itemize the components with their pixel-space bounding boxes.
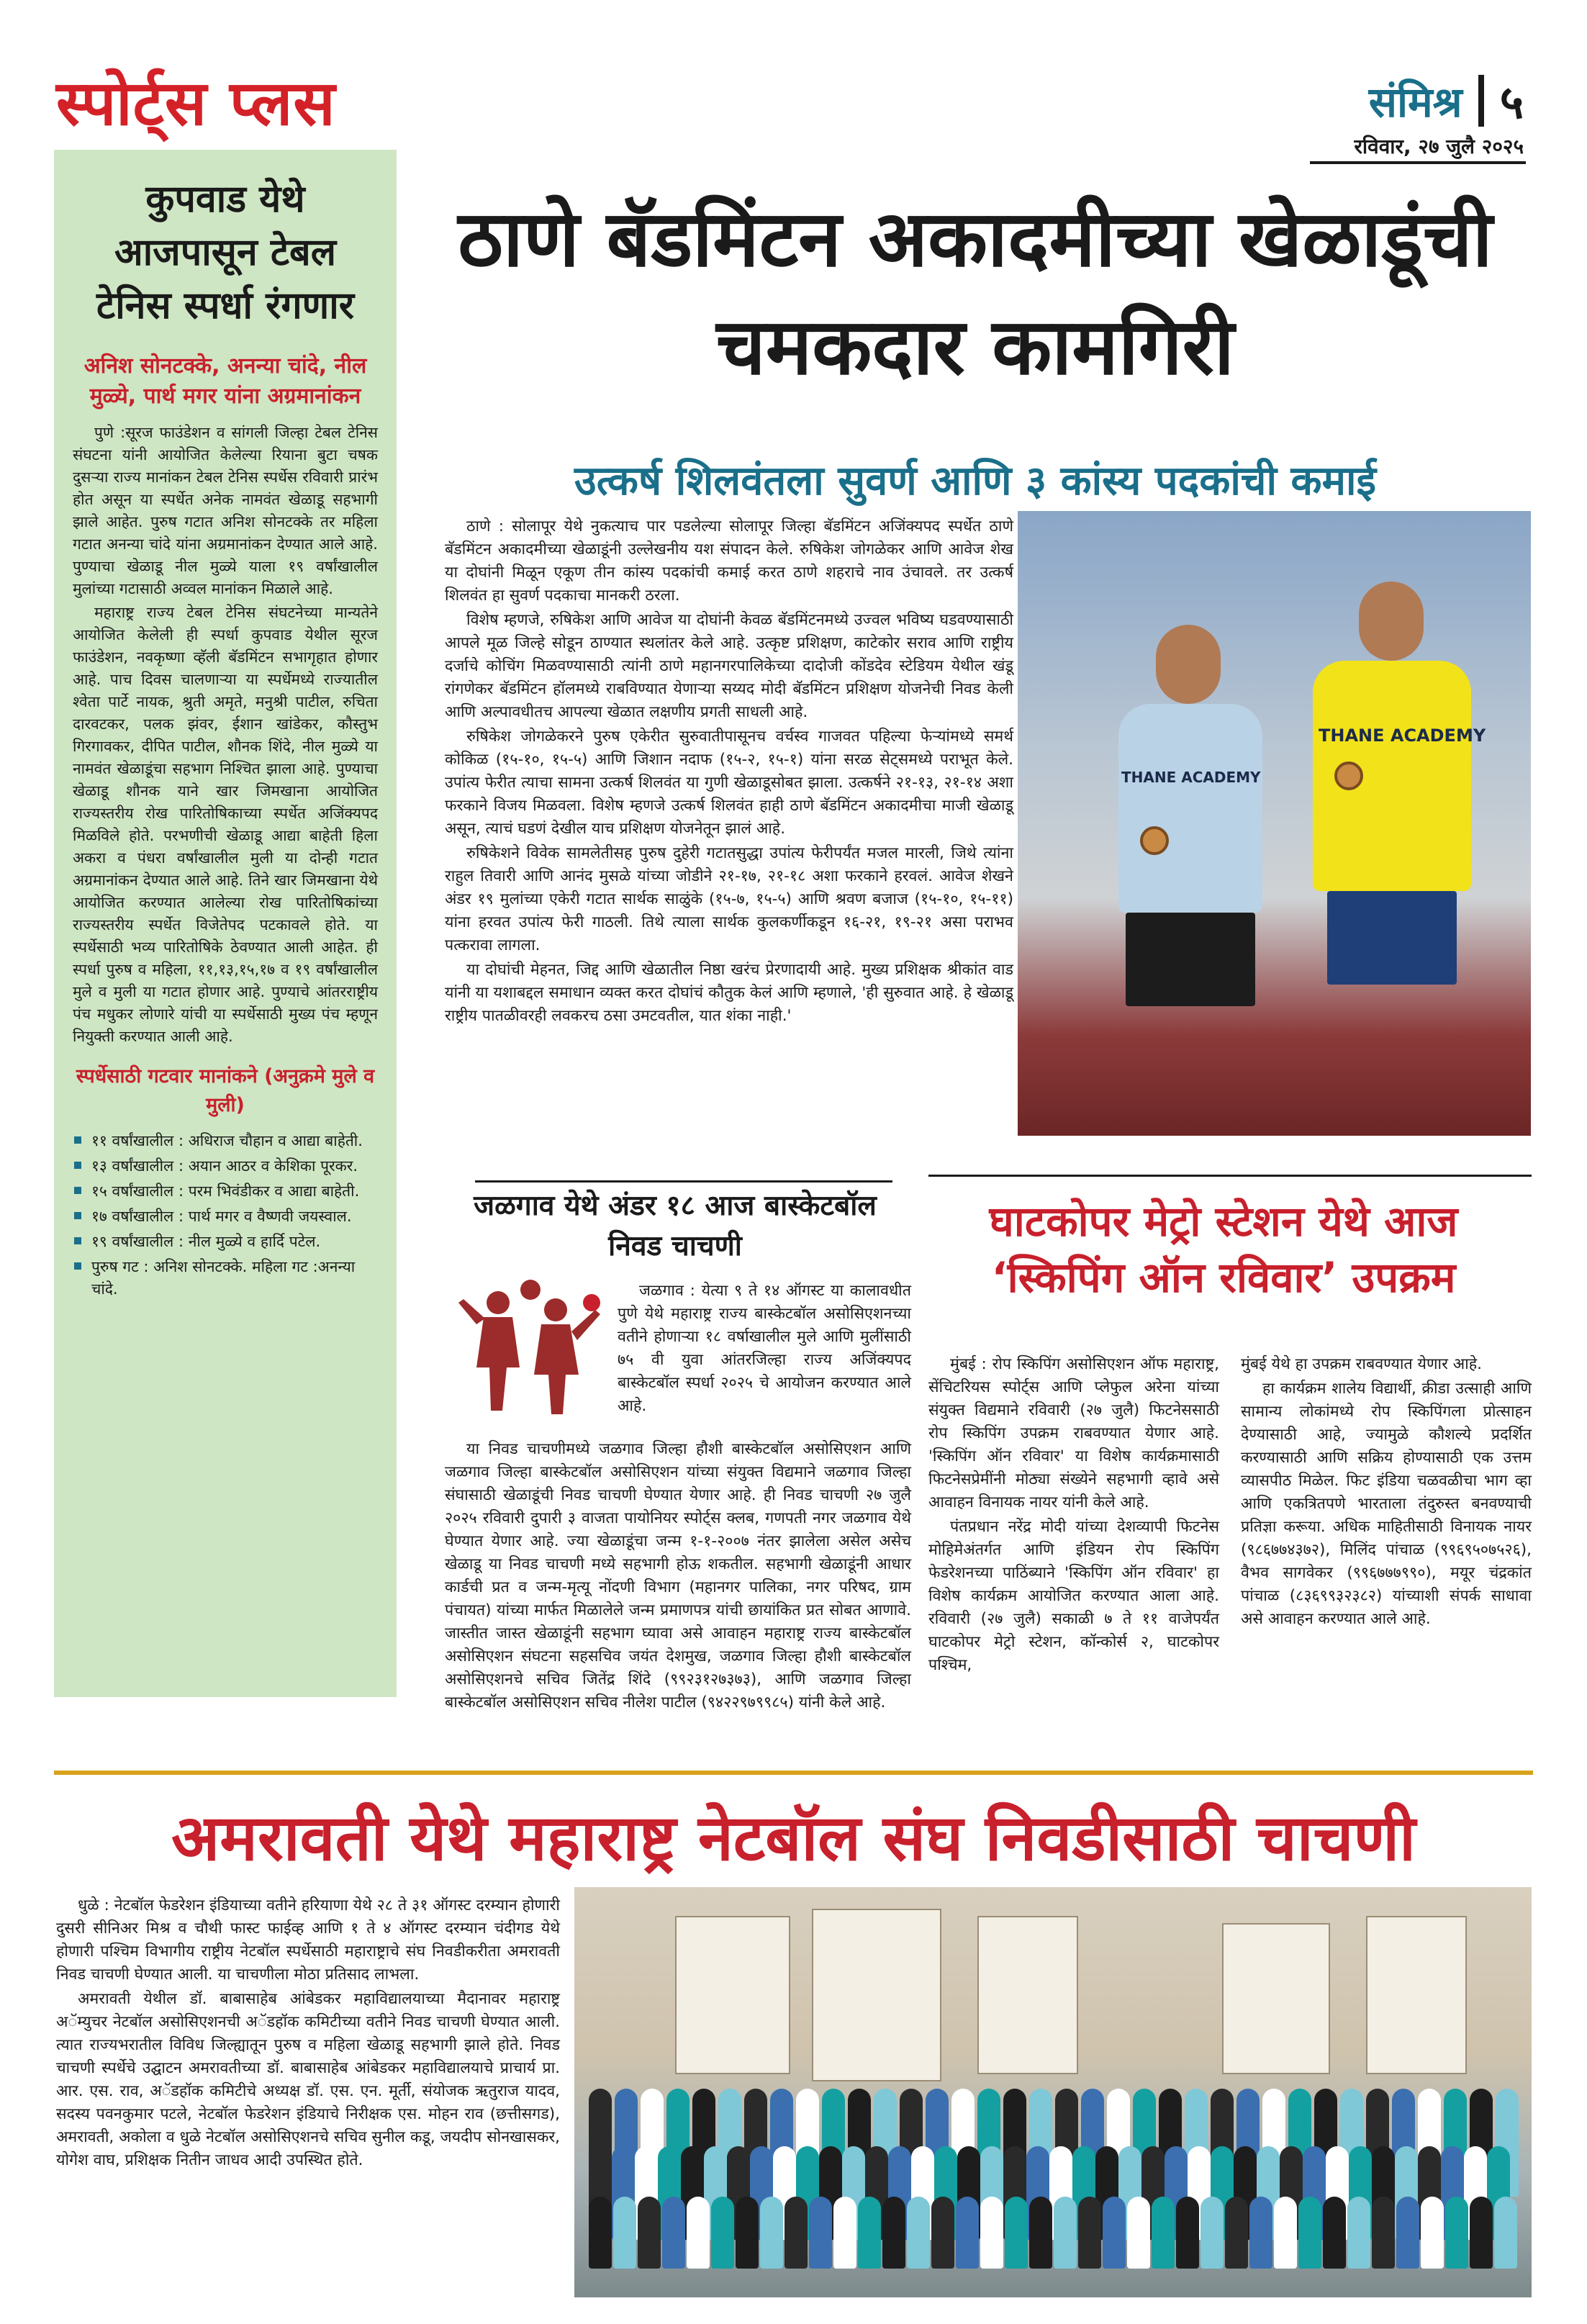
team-member (1396, 2197, 1419, 2269)
team-member (1029, 2197, 1052, 2269)
amravati-headline: अमरावती येथे महाराष्ट्र नेटबॉल संघ निवडीसाठी चाचणी (171, 1801, 1416, 1875)
ghatkopar-rule (928, 1175, 1532, 1177)
section-name: संमिश्र (1368, 78, 1462, 127)
netball-team-photo (574, 1887, 1532, 2297)
team-member (785, 2197, 808, 2269)
team-member (931, 2197, 954, 2269)
team-member (1225, 2197, 1248, 2269)
sidebar-headline: कुपवाड येथे आजपासून टेबल टेनिस स्पर्धा रंगणार (96, 178, 354, 327)
team-member (809, 2197, 832, 2269)
jalgaon-paragraph: या निवड चाचणीमध्ये जळगाव जिल्हा हौशी बास्केटबॉल असोसिएशन आणि जळगाव जिल्हा बास्केटबॉल असोसिएशन यांच्या संयुक्त विद्यमाने जळगाव जिल्हा संघासाठी खेळाडूंची निवड चाचणी घेण्यात येणार आहे. ही निवड चाचणी २७ जुलै २०२५ रविवारी दुपारी ३ वाजता पायोनियर स्पोर्ट्स क्लब, गणपती नगर जळगाव येथे घेण्यात येणार आहे. ज्या खेळाडूंचा जन्म १-१-२००७ नंतर झालेला असेल असेच खेळाडू या निवड चाचणी मध्ये सहभागी होऊ शकतील. सहभागी खेळाडूंनी आधार कार्डची प्रत व जन्म-मृत्यू नोंदणी विभाग (महानगर पालिका, नगर परिषद, ग्राम पंचायत) यांच्या मार्फत मिळालेले जन्म प्रमाणपत्र यांची छायांकित प्रत सोबत आणावे. जास्तीत जास्त खेळाडूंनी सहभाग घ्यावा असे आवाहन महाराष्ट्र राज्य बास्केटबॉल असोसिएशन संघटना सहसचिव जयंत देशमुख, जळगाव जिल्हा हौशी बास्केटबॉल असोसिएशनचे सचिव जितेंद्र शिंदे (९९२३१२७३७३), आणि जळगाव जिल्हा बास्केटबॉल असोसिएशन सचिव नीलेश पाटील (९४२२९७९९८५) यांनी केले आहे. (445, 1440, 911, 1712)
amravati-paragraph: अमरावती येथील डॉ. बाबासाहेब आंबेडकर महाविद्यालयाच्या मैदानावर महाराष्ट्र अॅम्युचर नेटबॉल असोसिएशनची अॅडहॉक कमिटीच्या वतीने निवड चाचणी घेण्यात आली. त्यात राज्यभरातील विविध जिल्ह्यातून पुरुष व महिला खेळाडू सहभागी झाले होते. निवड चाचणी स्पर्धेचे उद्घाटन अमरावतीच्या डॉ. बाबासाहेब आंबेडकर महाविद्यालयाचे प्राचार्य प्रा. आर. एस. राव, अॅडहॉक कमिटीचे अध्यक्ष डॉ. एस. एन. मूर्ती, संयोजक ऋतुराज यादव, सदस्य पवनकुमार पटले, नेटबॉल फेडरेशन इंडियाचे निरीक्षक एस. मोहन राव (छत्तीसगड), अमरावती, अकोला व धुळे नेटबॉल असोसिएशनचे सचिव सुनील कडू, जयदीप सोनखासकर, योगेश वाघ, प्रशिक्षक नितीन जाधव आदी उपस्थित होते. (56, 1990, 560, 2169)
team-member (980, 2197, 1003, 2269)
ghatkopar-paragraph: हा कार्यक्रम शालेय विद्यार्थी, क्रीडा उत्साही आणि सामान्य लोकांमध्ये रोप स्किपिंगला प्रोत्साहन देण्यासाठी आहे, ज्यामुळे कौशल्ये प्रदर्शित करण्यासाठी आणि सक्रिय होण्यासाठी एक उत्तम व्यासपीठ मिळेल. फिट इंडिया चळवळीचा भाग व्हा आणि एकत्रितपणे भारताला तंदुरुस्त बनवण्याची प्रतिज्ञा करूया. अधिक माहितीसाठी विनायक नायर (९८६७७४३७२), मिलिंद पांचाळ (९९६९५०७५२६), वैभव सागवेकर (९९६७७७९९०), मयूर चंद्रकांत पांचाळ (८३६९९३२३८२) यांच्याशी संपर्क साधावा असे आवाहन करण्यात आले आहे. (1241, 1380, 1532, 1628)
player-shirt (1118, 704, 1262, 913)
ghatkopar-paragraph: मुंबई येथे हा उपक्रम राबवण्यात येणार आहे. (1241, 1355, 1482, 1373)
header-rule (1310, 161, 1526, 164)
team-member (1470, 2197, 1493, 2269)
team-member (662, 2197, 685, 2269)
shirt-text: THANE ACADEMY (1121, 769, 1261, 786)
main-story-body (445, 515, 1013, 1029)
list-item: १७ वर्षांखालील : पार्थ मगर व वैष्णवी जयस्वाल. (73, 1206, 378, 1228)
wall-banner (812, 1909, 941, 2081)
wall-banner (977, 1916, 1078, 2074)
masthead-title: स्पोर्ट्स प्लस (56, 68, 336, 140)
team-member (1494, 2197, 1517, 2269)
player-shorts (1327, 891, 1457, 985)
amravati-paragraph: धुळे : नेटबॉल फेडरेशन इंडियाच्या वतीने हरियाणा येथे २८ ते ३१ ऑगस्ट दरम्यान होणारी दुसरी सीनिअर मिश्र व चौथी फास्ट फाईव्ह आणि १ ते ४ ऑगस्ट दरम्यान चंदीगड येथे होणारी पश्चिम विभागीय राष्ट्रीय नेटबॉल स्पर्धेसाठी महाराष्ट्राचे संघ निवडीकरीता अमरावती निवड चाचणी घेण्यात आली. या चाचणीला मोठा प्रतिसाद लाभला. (56, 1896, 560, 1984)
sidebar-list-title: स्पर्धेसाठी गटवार मानांकने (अनुक्रमे मुले व मुली) (76, 1065, 375, 1116)
team-member (1421, 2197, 1444, 2269)
wall-banner (675, 1916, 790, 2074)
ghatkopar-headline: घाटकोपर मेट्रो स्टेशन येथे आज ‘स्किपिंग ऑन रविवार’ उपक्रम (989, 1197, 1458, 1302)
team-member (1176, 2197, 1199, 2269)
team-member (589, 2197, 612, 2269)
list-item: ११ वर्षांखालील : अधिराज चौहान व आद्या बाहेती. (73, 1130, 378, 1152)
team-member (1298, 2197, 1321, 2269)
team-member (1152, 2197, 1175, 2269)
sidebar-subheadline: अनिश सोनटक्के, अनन्या चांदे, नील मुळ्ये, पार्थ मगर यांना अग्रमानांकन (83, 353, 367, 409)
team-member (1445, 2197, 1468, 2269)
team-member (1078, 2197, 1101, 2269)
list-item: १९ वर्षांखालील : नील मुळ्ये व हार्दि पटेल. (73, 1231, 378, 1253)
jalgaon-headline: जळगाव येथे अंडर १८ आज बास्केटबॉल निवड चाचणी (474, 1190, 877, 1262)
team-member (1372, 2197, 1395, 2269)
jalgaon-intro (618, 1280, 911, 1419)
player-head (1156, 625, 1221, 704)
section-block (1369, 69, 1524, 132)
team-member (1127, 2197, 1150, 2269)
wall-banner (1366, 1916, 1467, 2074)
team-member (907, 2197, 930, 2269)
team-member (760, 2197, 783, 2269)
main-paragraph: विशेष म्हणजे, रुषिकेश आणि आवेज या दोघांनी केवळ बॅडमिंटनमध्ये उज्वल भविष्य घडवण्यासाठी आपले मूळ जिल्हे सोडून ठाण्यात स्थलांतर केले आहे. उत्कृष्ट प्रशिक्षण, काटेकोर सराव आणि राष्ट्रीय दर्जाचे कोचिंग मिळवण्यासाठी त्यांनी ठाणे महानगरपालिकेच्या दादोजी कोंडदेव स्टेडियम येथील खंडू रांगणेकर बॅडमिंटन हॉलमध्ये राबविण्यात येणाऱ्या सय्यद मोदी बॅडमिंटन प्रशिक्षण योजनेची निवड केली आणि अल्पावधीतच आपल्या खेळात लक्षणीय प्रगती साधली आहे. (445, 611, 1013, 721)
team-member (711, 2197, 734, 2269)
team-member (1249, 2197, 1272, 2269)
player-figure (1111, 625, 1270, 1085)
team-member (1103, 2197, 1126, 2269)
team-member (1274, 2197, 1297, 2269)
jalgaon-paragraph: जळगाव : येत्या ९ ते १४ ऑगस्ट या कालावधीत पुणे येथे महाराष्ट्र राज्य बास्केटबॉल असोसिएशनच्या वतीने होणाऱ्या १८ वर्षाखालील मुले आणि मुलींसाठी ७५ वी युवा आंतरजिल्हा राज्य अजिंक्यपद बास्केटबॉल स्पर्धा २०२५ चे आयोजन करण्यात आले आहे. (618, 1282, 911, 1415)
team-member (1323, 2197, 1346, 2269)
seeding-list (73, 1130, 378, 1301)
section-divider (1478, 75, 1484, 127)
list-item: १३ वर्षांखालील : अयान आठर व केशिका पूरकर. (73, 1155, 378, 1177)
jalgaon-body (445, 1438, 911, 1716)
team-member (858, 2197, 881, 2269)
team-member (638, 2197, 661, 2269)
medal-icon (1334, 761, 1363, 790)
sidebar-story (54, 150, 397, 1697)
team-member (613, 2197, 636, 2269)
medal-icon (1140, 826, 1169, 855)
list-item: १५ वर्षांखालील : परम भिवंडीकर व आद्या बाहेती. (73, 1180, 378, 1203)
main-paragraph: ठाणे : सोलापूर येथे नुकत्याच पार पडलेल्या सोलापूर जिल्हा बॅडमिंटन अजिंक्यपद स्पर्धेत ठाणे बॅडमिंटन अकादमीच्या खेळाडूंनी उल्लेखनीय यश संपादन केले. रुषिकेश जोगळेकर आणि आवेज शेख या दोघांनी मिळून एकूण तीन कांस्य पदकांची कमाई करत ठाणे शहराचे नाव उंचावले. तर उत्कर्ष शिलवंत हा सुवर्ण पदकाचा मानकरी ठरला. (445, 517, 1013, 605)
main-paragraph: रुषिकेशने विवेक सामलेतीसह पुरुष दुहेरी गटातसुद्धा उपांत्य फेरीपर्यंत मजल मारली, जिथे त्यांना राहुल तिवारी आणि आनंद मुसळे यांच्या जोडीने २१-१७, २१-१८ अशा फरकाने हरवलं. आवेज शेखने अंडर १९ मुलांच्या एकेरी गटात सार्थक साळुंके (१५-७, १५-५) आणि श्रवण बजाज (१५-१०, १५-११) यांना हरवत उपांत्य फेरी गाठली. तिथे त्याला सार्थक कुलकर्णीकडून १६-२१, १९-२१ असा पराभव पत्करावा लागला. (445, 844, 1013, 954)
page-number: ५ (1499, 76, 1524, 130)
team-member (956, 2197, 979, 2269)
ghatkopar-paragraph: पंतप्रधान नरेंद्र मोदी यांच्या देशव्यापी फिटनेस मोहिमेअंतर्गत आणि इंडियन रोप स्किपिंग फेडरेशनच्या पाठिंब्याने 'स्किपिंग ऑन रविवार' हा विशेष कार्यक्रम आयोजित करण्यात आला आहे. रविवारी (२७ जुलै) सकाळी ७ ते ११ वाजेपर्यंत घाटकोपर मेट्रो स्टेशन, कॉन्कोर्स २, घाटकोपर पश्चिम, (928, 1518, 1219, 1674)
main-subheadline: उत्कर्ष शिलवंतला सुवर्ण आणि ३ कांस्य पदकांची कमाई (574, 458, 1376, 505)
sidebar-paragraph: पुणे :सूरज फाउंडेशन व सांगली जिल्हा टेबल टेनिस संघटना यांनी आयोजित केलेल्या रियाना बुटा चषक दुसऱ्या राज्य मानांकन टेबल टेनिस स्पर्धेस रविवारी प्रारंभ होत असून या स्पर्धेत अनेक नामवंत खेळाडू सहभागी झाले आहेत. पुरुष गटात अनिश सोनटक्के तर महिला गटात अनन्या चांदे यांना अग्रमानांकन देण्यात आले आहे. पुण्याचा खेळाडू नील मुळ्ये याला १९ वर्षांखालील मुलांच्या गटासाठी अव्वल मानांकन मिळाले आहे. (73, 424, 378, 597)
team-member (687, 2197, 710, 2269)
team-member (833, 2197, 856, 2269)
main-headline: ठाणे बॅडमिंटन अकादमीच्या खेळाडूंची चमकदार कामगिरी (458, 194, 1493, 392)
team-member (1347, 2197, 1370, 2269)
section-divider (54, 1771, 1533, 1775)
ghatkopar-paragraph: मुंबई : रोप स्किपिंग असोसिएशन ऑफ महाराष्ट्र, सेंचिटरियस स्पोर्ट्स आणि प्लेफुल अरेना यांच्या संयुक्त विद्यमाने रविवारी (२७ जुलै) फिटनेससाठी रोप स्किपिंग उपक्रम राबवण्यात येणार आहे. 'स्किपिंग ऑन रविवार' या विशेष कार्यक्रमासाठी फिटनेसप्रेमींनी मोठ्या संख्येने सहभागी व्हावे असे आवाहन विनायक नायर यांनी केले आहे. (928, 1355, 1219, 1511)
player-head (1359, 582, 1424, 661)
player-figure (1306, 582, 1486, 1085)
main-paragraph: या दोघांची मेहनत, जिद्द आणि खेळातील निष्ठा खरंच प्रेरणादायी आहे. मुख्य प्रशिक्षक श्रीकांत वाड यांनी या यशाबद्दल समाधान व्यक्त करत दोघांचं कौतुक केलं आणि म्हणाले, 'ही सुरुवात आहे. हे खेळाडू राष्ट्रीय पातळीवरही लवकरच ठसा उमटवतील, यात शंका नाही.' (445, 961, 1013, 1025)
wall-banner (1222, 1923, 1330, 2074)
team-member (1054, 2197, 1077, 2269)
jalgaon-rule (475, 1180, 892, 1183)
basketball-players-icon (448, 1274, 606, 1418)
ghatkopar-column-2 (1241, 1353, 1532, 1632)
sidebar-body (73, 422, 378, 1048)
issue-date: रविवार, २७ जुलै २०२५ (1354, 135, 1524, 158)
badminton-players-photo (1018, 511, 1531, 1136)
main-paragraph: रुषिकेश जोगळेकरने पुरुष एकेरीत सुरुवातीपासूनच वर्चस्व गाजवत पहिल्या फेऱ्यांमध्ये समर्थ कोकिळ (१५-१०, १५-५) आणि जिशान नदाफ (१५-२, १५-१) यांना सरळ सेट्समध्ये पराभूत केले. उपांत्य फेरीत त्याचा सामना उत्कर्ष शिलवंत या गुणी खेळाडूसोबत झाला. उत्कर्षने २१-१३, २१-१४ अशा फरकाने विजय मिळवला. विशेष म्हणजे उत्कर्ष शिलवंत हाही ठाणे बॅडमिंटन अकादमीचा माजी खेळाडू असून, त्याचं घडणं देखील याच प्रशिक्षण योजनेतून झालं आहे. (445, 728, 1013, 838)
team-member (736, 2197, 759, 2269)
team-member (882, 2197, 905, 2269)
list-item: पुरुष गट : अनिश सोनटक्के. महिला गट :अनन्या चांदे. (73, 1256, 378, 1301)
team-member (1005, 2197, 1028, 2269)
sidebar-paragraph: महाराष्ट्र राज्य टेबल टेनिस संघटनेच्या मान्यतेने आयोजित केलेली ही स्पर्धा कुपवाड येथील सूरज फाउंडेशन, नवकृष्णा व्हॅली बॅडमिंटन सभागृहात होणार आहे. पाच दिवस चालणाऱ्या या स्पर्धेमध्ये राज्यातील श्वेता पार्टे नायक, श्रुती अमृते, मनुश्री पाटील, रुचिता दारवटकर, पलक झंवर, ईशान खांडेकर, कौस्तुभ गिरगावकर, दीपित पाटील, शौनक शिंदे, नील मुळ्ये या नामवंत खेळाडूंचा सहभाग निश्चित झाला आहे. पुण्याचा खेळाडू शौनक याने खार जिमखाना आयोजित राज्यस्तरीय रोख पारितोषिकाच्या स्पर्धेत अजिंक्यपद मिळविले होते. परभणीची खेळाडू आद्या बाहेती हिला अकरा व पंधरा वर्षांखालील मुली या दोन्ही गटात अग्रमानांकन देण्यात आले आहे. तिने खार जिमखाना येथे आयोजित करण्यात आलेल्या रोख पारितोषिकांच्या राज्यस्तरीय स्पर्धेत विजेतेपद पटकावले होते. या स्पर्धेसाठी भव्य पारितोषिके ठेवण्यात आली आहेत. ही स्पर्धा पुरुष व महिला, ११,१३,१५,१७ व १९ वर्षांखालील मुले व मुली या गटात होणार आहे. पुण्याचे आंतरराष्ट्रीय पंच मधुकर लोणारे यांची या स्पर्धेसाठी मुख्य पंच म्हणून नियुक्ती करण्यात आली आहे. (73, 604, 378, 1045)
amravati-body (56, 1894, 560, 2174)
player-shorts (1126, 913, 1255, 1006)
ghatkopar-column-1 (928, 1353, 1219, 1678)
team-member (1201, 2197, 1224, 2269)
shirt-text: THANE ACADEMY (1319, 725, 1486, 746)
